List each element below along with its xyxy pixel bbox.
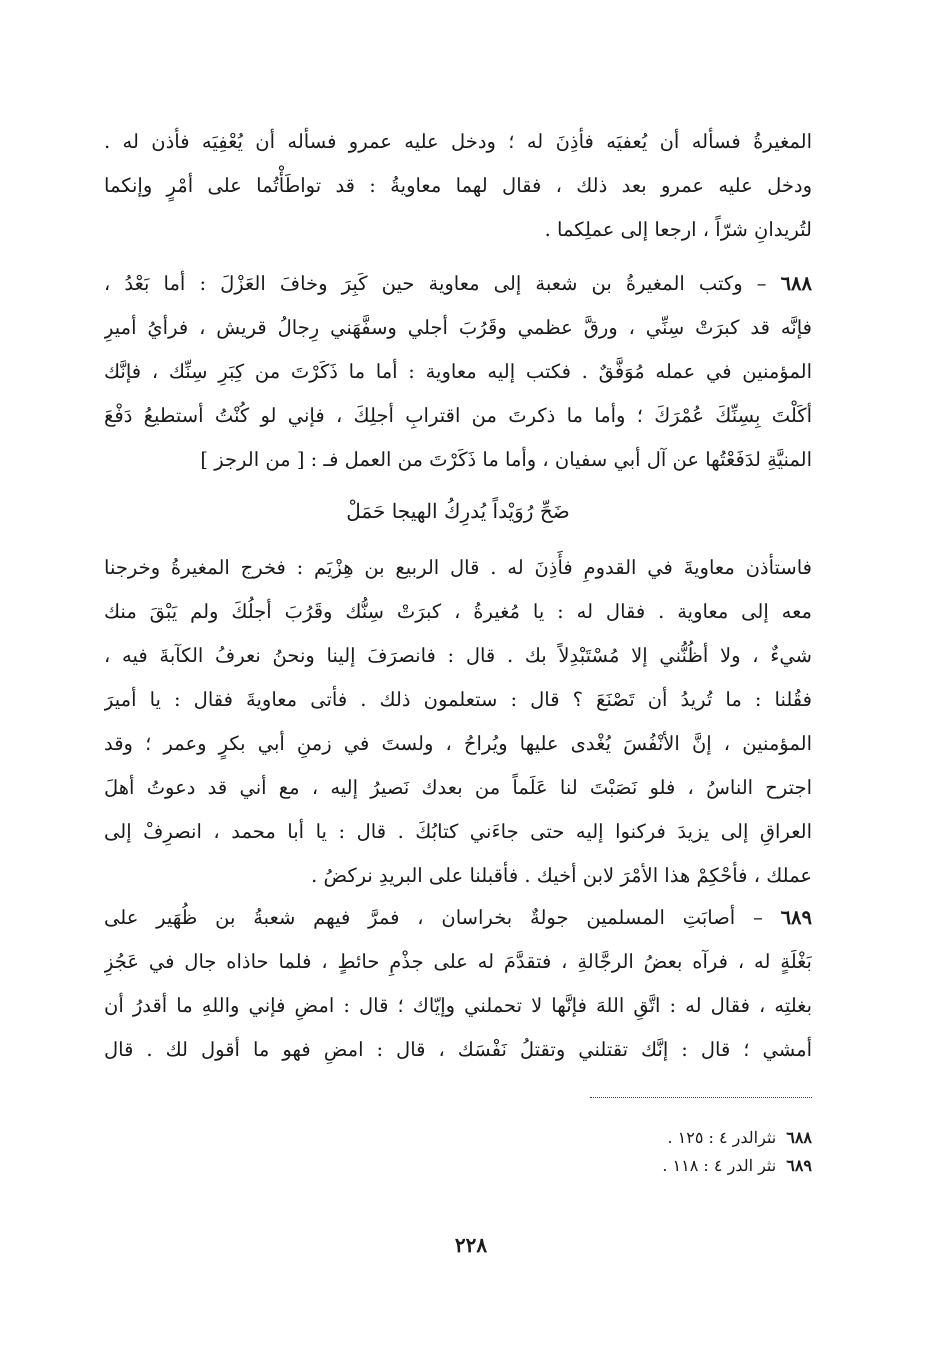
text-line: أكَلْتَ بِسِنِّكَ عُمْرَكَ ؛ وأما ما ذكرتَ من اقترابِ أجلِكَ ، فإني لو كُنْتُ أستطيعُ دَفْعَ: [104, 404, 812, 427]
footnote-text: نثر الدر ٤ : ١١٨ .: [662, 1156, 777, 1175]
footnote-number: ٦٨٩: [786, 1156, 812, 1175]
text-line: بغلتِه ، فقال له : اتَّقِ اللهَ فإنَّها لا تحملني وإيّاك ؛ قال : امضِ فإني واللهِ ما أقدرُ أن: [104, 994, 812, 1017]
footnote-divider: [590, 1097, 812, 1098]
text-line: فإنَّه قد كبرَتْ سِنِّي ، ورقَّ عظمي وقَرُبَ أجلي وسفَّهَني رِجالُ قريش ، فرأيُ أميرِ: [104, 316, 812, 339]
entry-text: – أصابَتِ المسلمين جولةٌ بخراسان ، فمرَّ فيهم شعبةُ بن ظُهَير على: [104, 906, 763, 929]
text-line: عملك ، فأحْكِمْ هذا الأمْرَ لابن أخيك . فأقبلنا على البريدِ نركضُ .: [311, 864, 812, 887]
text-line: بَغْلَةٍ له ، فرآه بعضُ الرجَّالةِ ، فتقدَّمَ له على جذْمِ حائطٍ ، فلما حاذاه جال في عَجُزِ: [104, 950, 812, 973]
paragraph-continuation-2: [104, 546, 812, 898]
text-line: [104, 896, 812, 940]
page-number: ٢٢٨: [454, 1233, 488, 1257]
text-line: لتُريدانِ شرّاً ، ارجعا إلى عملِكما .: [544, 218, 812, 241]
text-line: ودخل عليه عمرو بعد ذلك ، فقال لهما معاويةُ : قد تواطَأْتُما على أمْرٍ وإنكما: [104, 174, 812, 197]
entry-text: – وكتب المغيرةُ بن شعبة إلى معاوية حين كَبِرَ وخافَ العَزْلَ : أما بَعْدُ ،: [104, 272, 767, 295]
footnote: [400, 1152, 812, 1180]
entry-number: ٦٨٨: [780, 272, 812, 295]
text-line: المؤمنين في عمله مُوَفَّقٌ . فكتب إليه معاوية : أما ما ذَكَرْتَ من كِبَرِ سِنِّك ، فإنَّك: [104, 360, 812, 383]
text-line: العراقِ إلى يزيدَ فركنوا إليه حتى جاءَني كتابُكَ . قال : يا أبا محمد ، انصرِفْ إلى: [104, 820, 812, 843]
entry-688: [104, 262, 812, 482]
text-line: معه إلى معاوية . فقال له : يا مُغيرةُ ، كبرَتْ سِنُّك وقَرُبَ أجلُكَ ولم يَبْقَ منك: [104, 600, 812, 623]
footnote-number: ٦٨٨: [786, 1128, 812, 1147]
paragraph-continuation: [104, 120, 812, 252]
text-line: فاستأذن معاويةَ في القدومِ فأَذِنَ له . قال الربيع بن هِزْيَم : فخرج المغيرةُ وخرجنا: [104, 556, 812, 579]
text-line: المنيَّةِ لدَفَعْتُها عن آل أبي سفيان ، وأما ما ذَكَرْتَ من العمل فـ : [ من الرجز ]: [200, 448, 812, 471]
text-line: أمشي ؛ قال : إنَّك تقتلني وتقتلُ نَفْسَك ، قال : امضِ فهو ما أقول لك . قال: [104, 1038, 812, 1061]
text-line: اجترح الناسُ ، فلو نَصَبْتَ لنا عَلَماً من بعدك نَصيرُ إليه ، مع أني قد دعوتُ أهلَ: [104, 776, 812, 799]
text-line: المغيرةُ فسأله أن يُعفيَه فأذِنَ له ؛ ودخل عليه عمرو فسأله أن يُعْفِيَه فأذن له .: [104, 130, 812, 153]
entry-689: [104, 896, 812, 1072]
text-line: [104, 262, 812, 306]
footnote-text: نثرالدر ٤ : ١٢٥ .: [667, 1128, 777, 1147]
text-line: المؤمنين ، إنَّ الأنْفُسَ يُغْدى عليها ويُراحُ ، ولستَ في زمنِ أبي بكرٍ وعمر ؛ وقد: [104, 732, 812, 755]
poetry-verse: ضَحِّ رُوَيْداً يُدرِكُ الهيجا حَمَلْ: [346, 499, 570, 523]
text-line: فقُلنا : ما تُريدُ أن تَصْنَعَ ؟ قال : ستعلمون ذلك . فأتى معاويةَ فقال : يا أميرَ: [104, 688, 812, 711]
entry-number: ٦٨٩: [780, 906, 812, 929]
footnote: [400, 1124, 812, 1152]
text-line: شيءٌ ، ولا أظُنُّني إلا مُسْتَبْدِلاً بك . قال : فانصرَفَ إلينا ونحنُ نعرفُ الكآبةَ فيه ،: [104, 644, 812, 667]
